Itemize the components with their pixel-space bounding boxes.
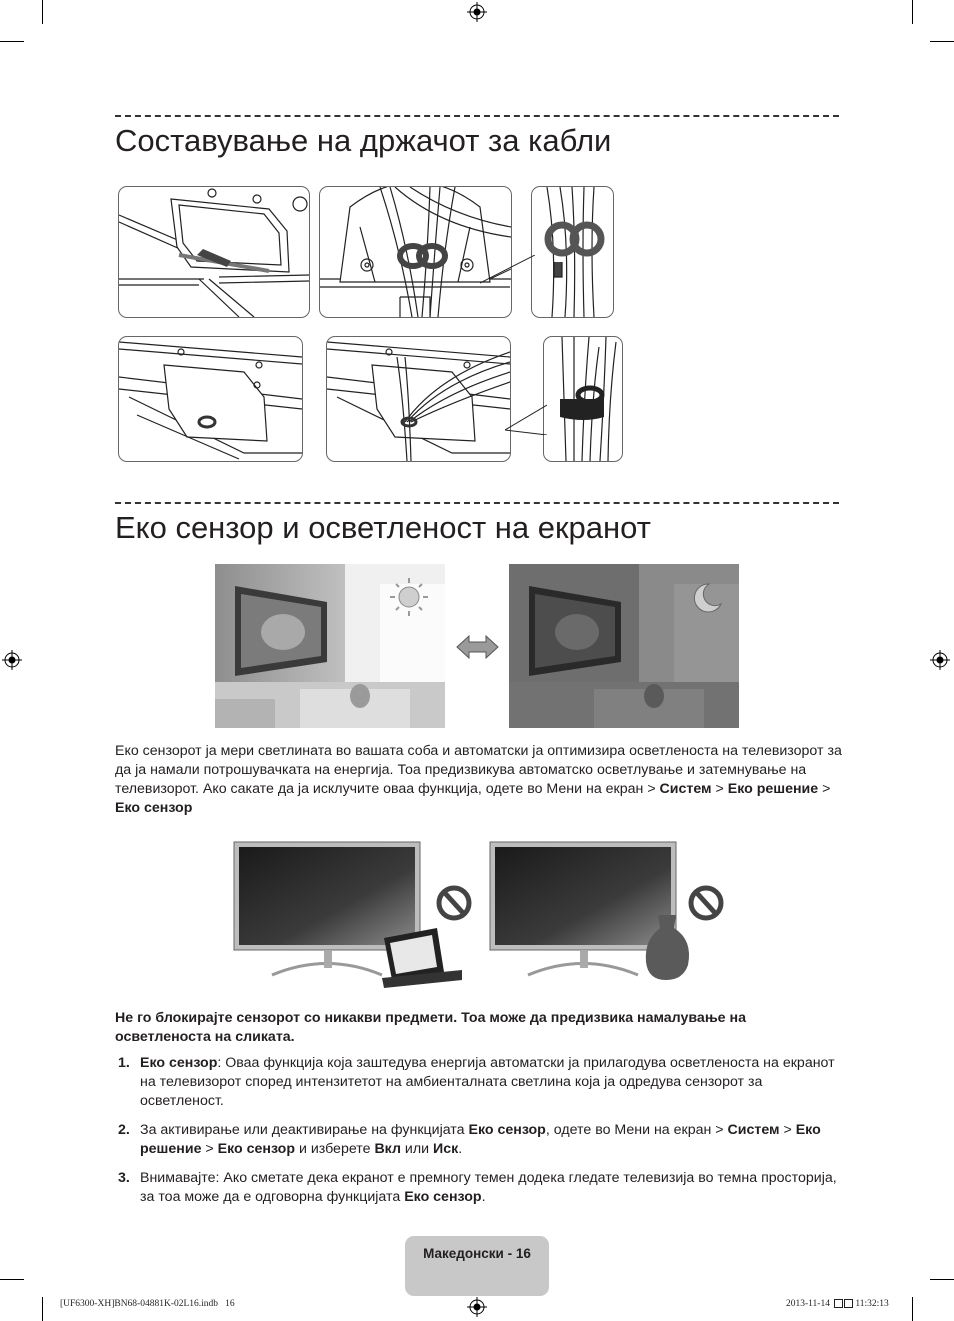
- callout-line: [480, 255, 535, 285]
- section-divider: [115, 502, 839, 504]
- section-title-cable-holder: Составување на држачот за кабли: [115, 123, 612, 158]
- list-number: 1.: [118, 1055, 130, 1071]
- illustration-cables-routed: [326, 336, 511, 462]
- crop-mark: [42, 0, 43, 24]
- page-number-tab: [405, 1236, 549, 1296]
- section-title-eco-sensor: Еко сензор и осветленост на екранот: [115, 510, 651, 545]
- crop-mark: [42, 1297, 43, 1321]
- registration-mark-icon: [467, 1297, 487, 1317]
- illustration-clip-back: [543, 336, 623, 462]
- illustration-clip-detail: [531, 186, 614, 318]
- list-number: 2.: [118, 1122, 130, 1138]
- eco-sensor-intro: Еко сензорот ја мери светлината во вашата соба и автоматски ја оптимизира осветленоста на телевизорот за да ја намали потрошувачката на енергија. Тоа предизвикува автоматско осветлување и затемнување на телевизорот. Ако сакате да ја исклучите оваа функција, одете во Мени на екран > Систем > Еко решение > Еко сензор: [115, 743, 842, 816]
- list-text: Внимавајте: Ако сметате дека екранот е премногу темен додека гледате телевизија во темна просторија, за тоа може да е одговорна функцијата Еко сензор.: [140, 1170, 837, 1205]
- illustration-stand-front: [118, 336, 303, 462]
- imprint-filename: [UF6300-XH]BN68-04881K-02L16.indb 16: [60, 1299, 235, 1309]
- double-arrow-icon: [455, 633, 500, 661]
- list-item: [115, 1054, 845, 1114]
- illustration-bright-room: [215, 564, 445, 728]
- list-text: За активирање или деактивирање на функцијата Еко сензор, одете во Мени на екран > Систем > Еко решение > Еко сензор и изберете Вкл или Иск.: [140, 1122, 821, 1157]
- crop-mark: [930, 1279, 954, 1280]
- list-number: 3.: [118, 1170, 130, 1186]
- crop-mark: [912, 0, 913, 24]
- crop-mark: [930, 41, 954, 42]
- page-number: Македонски - 16: [423, 1246, 531, 1261]
- illustration-tv-blocked-by-frame: [232, 840, 482, 990]
- registration-mark-icon: [930, 650, 950, 670]
- warning-text: Не го блокирајте сензорот со никакви предмети. Тоа може да предизвика намалување на осветленоста на сликата.: [115, 1010, 746, 1045]
- list-item: [115, 1169, 845, 1209]
- list-text: Еко сензор: Оваа функција која заштедува енергија автоматски ја прилагодува осветленоста на екранот на телевизорот според интензитетот на амбиенталната светлина која ја одредува сензорот за осветленост.: [140, 1055, 835, 1109]
- crop-mark: [912, 1297, 913, 1321]
- section-divider: [115, 115, 839, 117]
- callout-line: [505, 395, 547, 435]
- illustration-stand-back: [118, 186, 310, 318]
- imprint-date: 2013-11-14 11:32:13: [786, 1299, 889, 1309]
- list-item: [115, 1121, 845, 1161]
- registration-mark-icon: [2, 650, 22, 670]
- crop-mark: [0, 1279, 24, 1280]
- illustration-clip-closeup: [319, 186, 512, 318]
- illustration-dark-room: [509, 564, 739, 728]
- crop-mark: [0, 41, 24, 42]
- illustration-tv-blocked-by-vase: [488, 840, 738, 990]
- registration-mark-icon: [467, 2, 487, 22]
